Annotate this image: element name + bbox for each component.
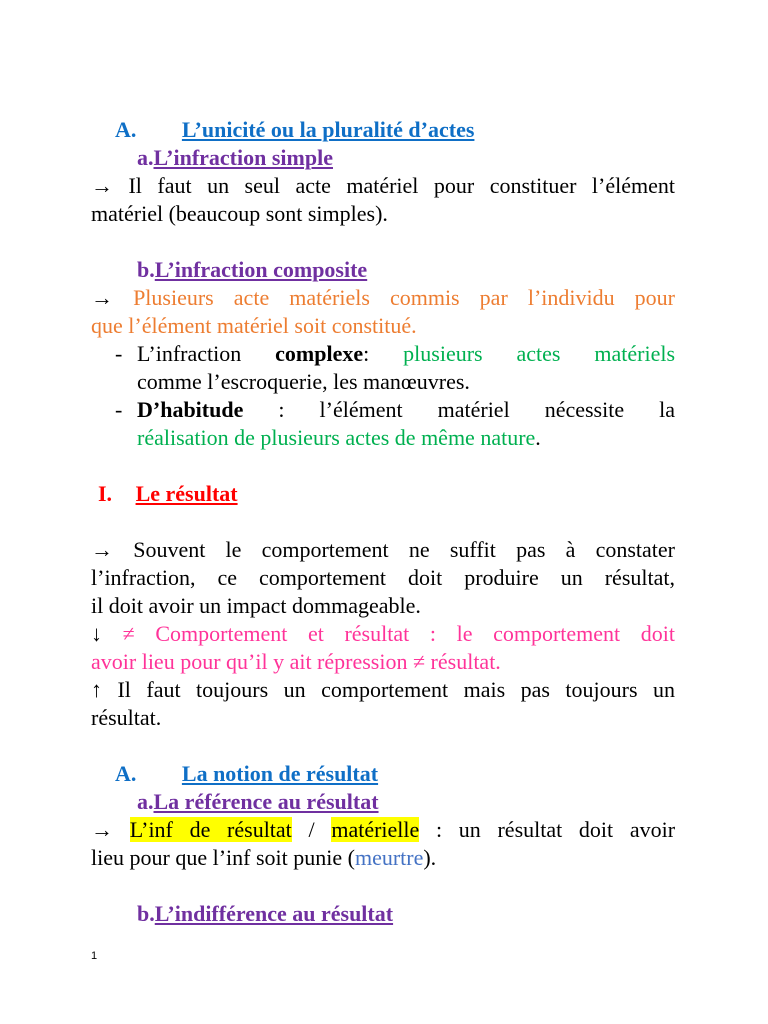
heading-number: A. — [115, 761, 137, 786]
paragraph-reference-line1: → L’inf de résultat / matérielle : un résultat doit avoir — [91, 817, 676, 842]
paragraph-reference-line2: lieu pour que l’inf soit punie (meurtre). — [91, 845, 437, 870]
arrow-right-icon: → — [91, 537, 113, 562]
paragraph-simple-line1: → Il faut un seul acte matériel pour constituer l’élément — [91, 173, 675, 198]
paragraph-down-line1: ↓ ≠ Comportement et résultat : le comportement doit — [91, 621, 676, 646]
heading-section-i — [98, 480, 682, 508]
paragraph-resultat-line3: il doit avoir un impact dommageable. — [91, 593, 421, 618]
arrow-up-icon: ↑ — [91, 677, 102, 702]
subheading-number: b. — [137, 901, 155, 926]
subheading-number: a. — [137, 145, 154, 170]
subheading-number: b. — [137, 257, 155, 282]
heading-section-a1 — [115, 116, 699, 144]
arrow-right-icon: → — [91, 817, 113, 842]
arrow-down-icon: ↓ — [91, 621, 102, 646]
bullet-dash: - — [115, 397, 123, 422]
bullet-dash: - — [115, 341, 123, 366]
subheading-title: L’infraction composite — [154, 257, 368, 282]
subheading-number: a. — [137, 789, 154, 814]
subheading-a1b — [137, 256, 721, 284]
subheading-title: L’indifférence au résultat — [154, 901, 394, 926]
subheading-a1a — [137, 144, 721, 172]
subheading-title: La référence au résultat — [153, 789, 379, 814]
arrow-right-icon: → — [91, 173, 113, 198]
page-number: 1 — [91, 950, 98, 962]
paragraph-up-line2: résultat. — [91, 705, 162, 730]
paragraph-simple-line2: matériel (beaucoup sont simples). — [91, 201, 388, 226]
subheading-a2a — [137, 788, 721, 816]
arrow-right-icon: → — [91, 285, 113, 310]
paragraph-resultat-line1: → Souvent le comportement ne suffit pas à constater — [91, 537, 675, 562]
paragraph-up-line1: ↑ Il faut toujours un comportement mais pas toujours un — [91, 677, 676, 702]
paragraph-composite-line1: → Plusieurs acte matériels commis par l’individu pour — [91, 285, 675, 310]
heading-title: Le résultat — [135, 481, 238, 506]
heading-number: I. — [98, 481, 113, 506]
bullet-habitude-line1: D’habitude : l’élément matériel nécessite la — [137, 397, 675, 422]
paragraph-down-line2: avoir lieu pour qu’il y ait répression ≠ résultat. — [91, 649, 501, 674]
heading-title: La notion de résultat — [181, 761, 379, 786]
bullet-habitude-line2: réalisation de plusieurs actes de même nature. — [137, 425, 541, 450]
paragraph-resultat-line2: l’infraction, ce comportement doit produire un résultat, — [91, 565, 675, 590]
bullet-complexe-line2: comme l’escroquerie, les manœuvres. — [137, 369, 470, 394]
heading-section-a2 — [115, 760, 699, 788]
heading-title: L’unicité ou la pluralité d’actes — [181, 117, 475, 142]
subheading-a2b — [137, 900, 721, 928]
subheading-title: L’infraction simple — [153, 145, 333, 170]
paragraph-composite-line2: que l’élément matériel soit constitué. — [91, 313, 417, 338]
bullet-complexe-line1: L’infraction complexe: plusieurs actes matériels — [137, 341, 676, 366]
heading-number: A. — [115, 117, 137, 142]
